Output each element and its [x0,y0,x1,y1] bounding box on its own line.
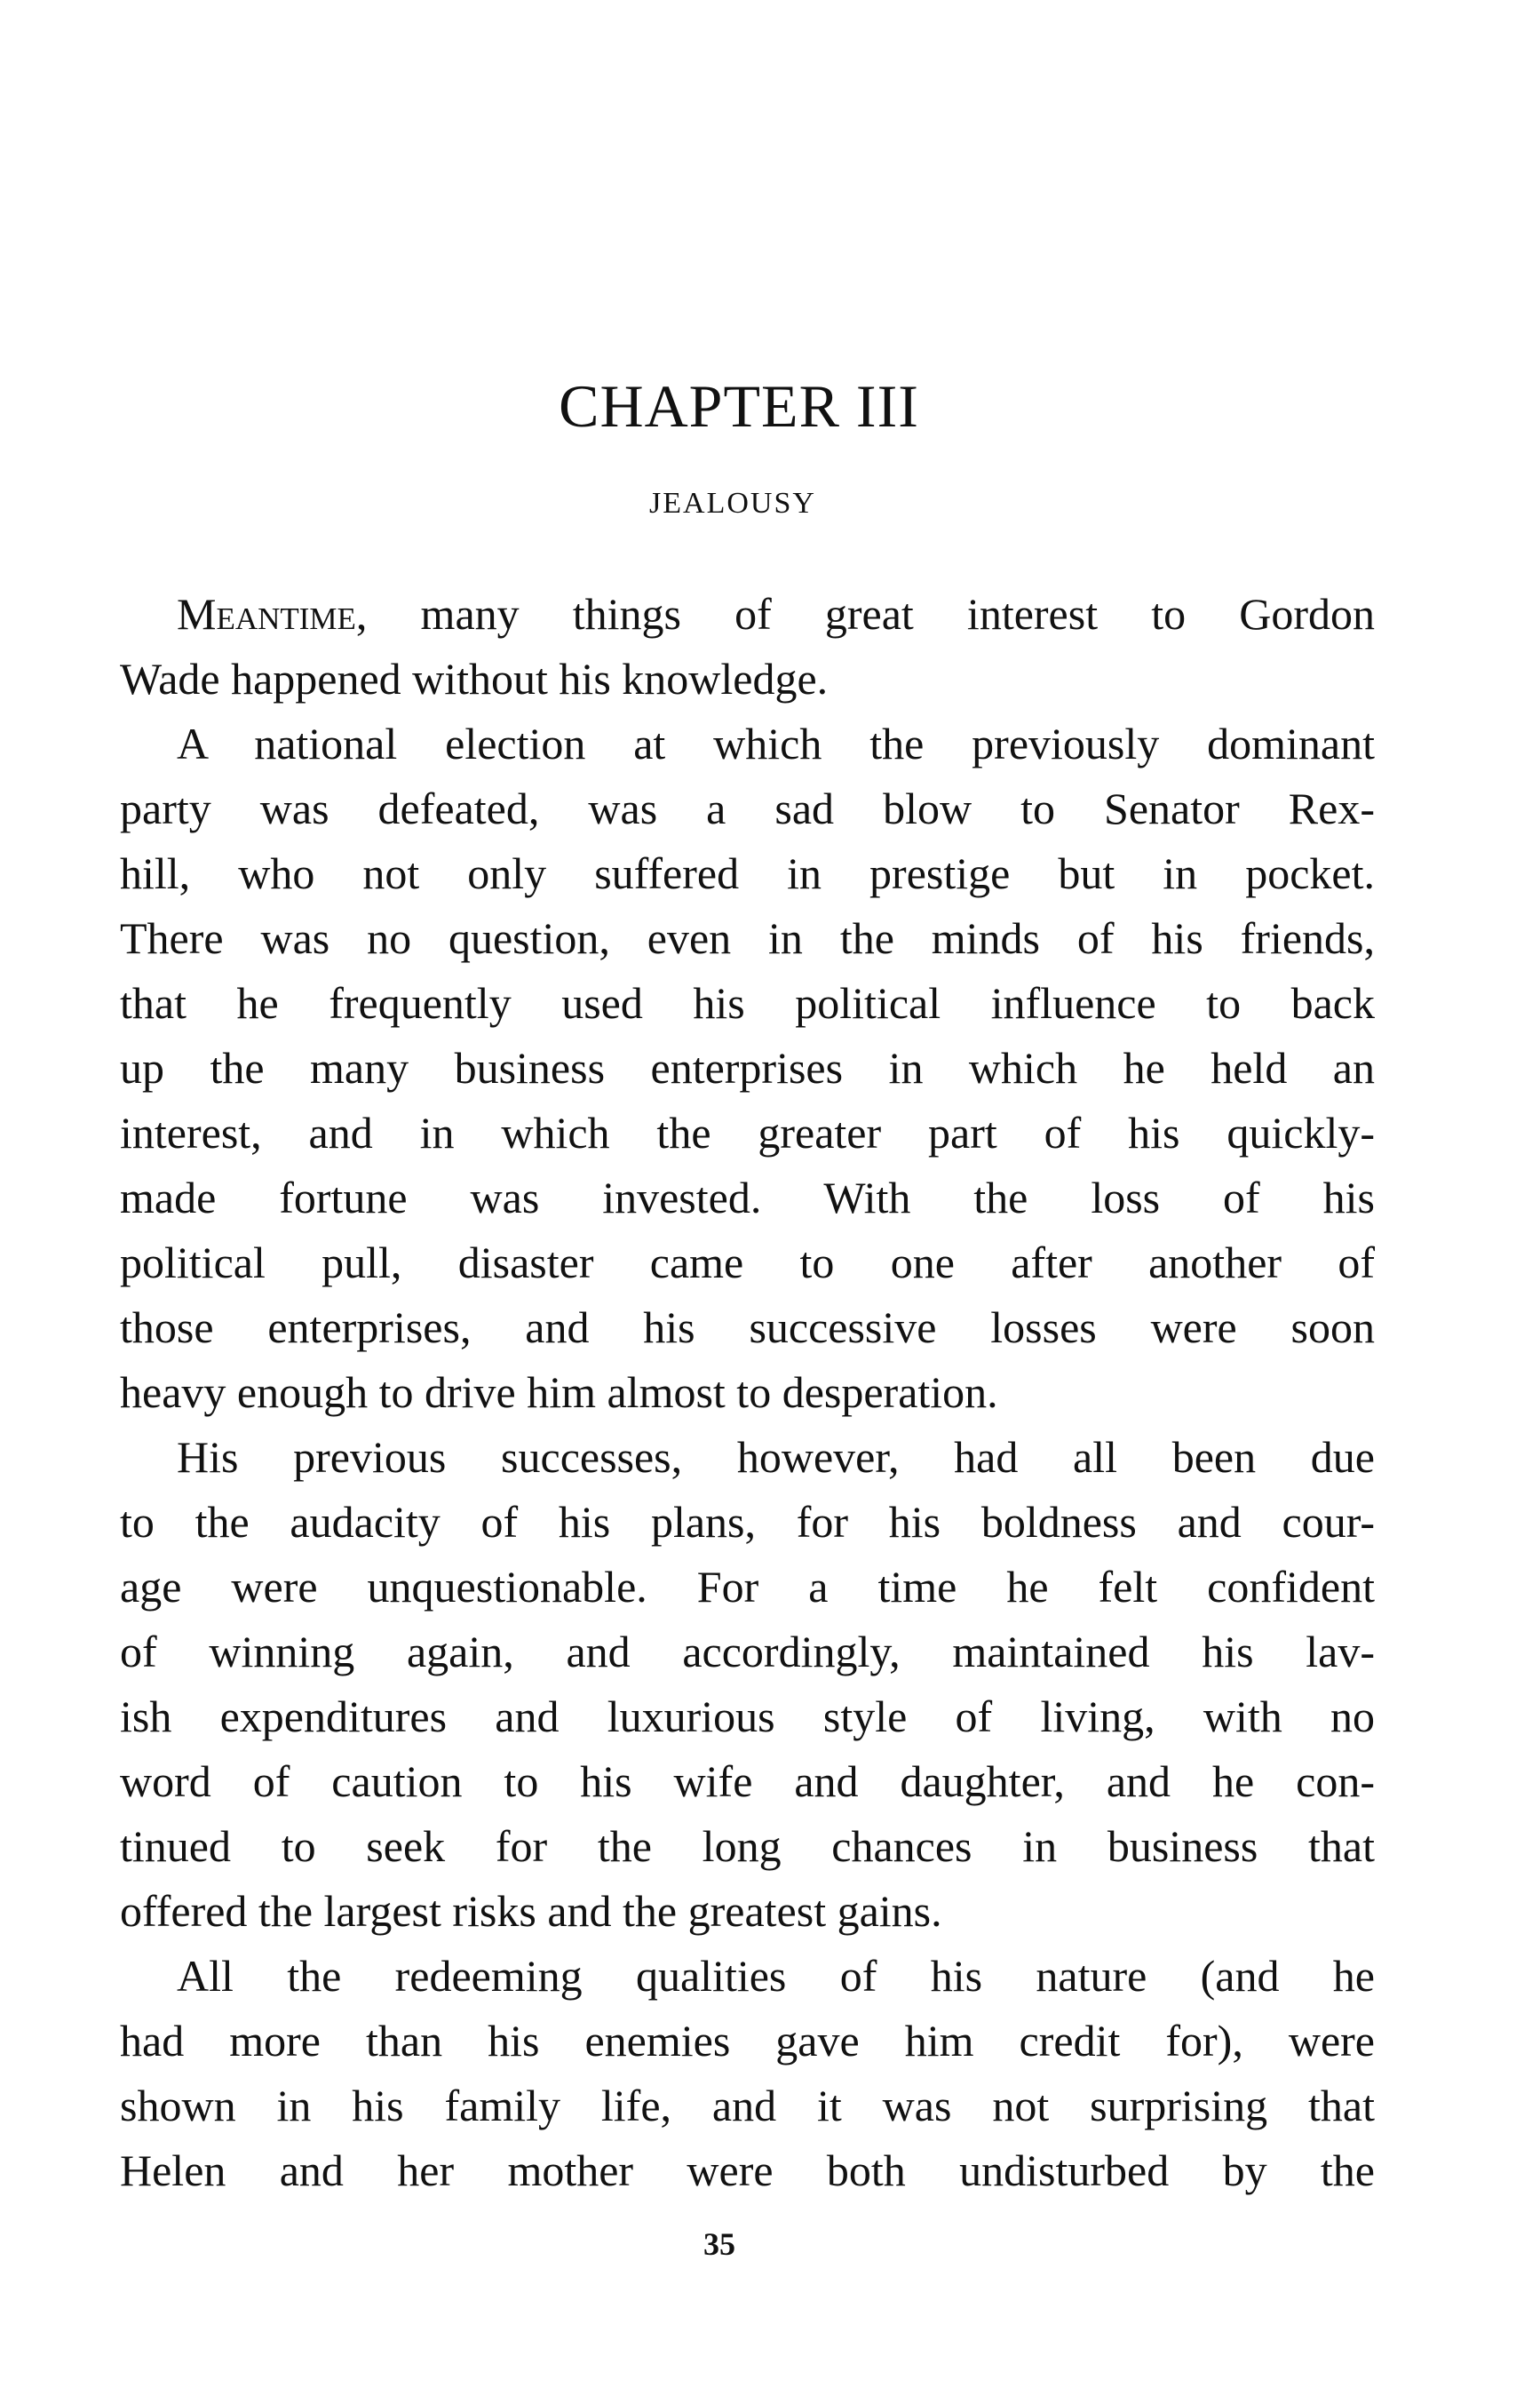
text-line [120,1295,1375,1360]
line-text: age were unquestionable. For a time he felt confident [120,1562,1375,1612]
line-text: of winning again, and accordingly, maintained his lav- [120,1627,1375,1676]
paragraph [120,712,1375,1425]
line-text: tinued to seek for the long chances in business that [120,1821,1375,1871]
line-text: to the audacity of his plans, for his boldness and cour- [120,1497,1375,1547]
text-line [120,2074,1375,2138]
chapter-title: CHAPTER III [559,372,919,440]
line-text: made fortune was invested. With the loss of his [120,1173,1375,1222]
line-text: Helen and her mother were both undisturbed by the [120,2145,1375,2195]
line-text: A national election at which the previously dominant [177,719,1375,768]
line-text: heavy enough to drive him almost to desperation. [120,1367,998,1417]
text-line [120,2009,1375,2074]
text-line [120,1814,1375,1879]
text-line [120,1749,1375,1814]
text-line [120,1620,1375,1684]
text-line [120,1425,1375,1490]
text-line [120,1230,1375,1295]
text-line [120,841,1375,906]
line-text: hill, who not only suffered in prestige but in pocket. [120,848,1375,898]
text-line [120,971,1375,1036]
line-text: had more than his enemies gave him credit for), were [120,2016,1375,2066]
text-line [120,647,1375,712]
body-text [120,582,1375,2203]
text-line [120,1684,1375,1749]
text-line [120,1944,1375,2009]
paragraph [120,582,1375,712]
line-text: ish expenditures and luxurious style of living, with no [120,1692,1375,1741]
text-line [120,1101,1375,1166]
paragraph [120,1944,1375,2203]
line-text: word of caution to his wife and daughter, and he con- [120,1756,1375,1806]
line-text: His previous successes, however, had all been due [177,1432,1375,1482]
line-text: offered the largest risks and the greatest gains. [120,1886,942,1936]
text-line [120,1490,1375,1555]
line-text: those enterprises, and his successive losses were soon [120,1302,1375,1352]
text-line [120,1555,1375,1620]
lead-word: Meantime, [177,589,368,639]
text-line [120,1360,1375,1425]
line-text: political pull, disaster came to one after another of [120,1238,1375,1287]
text-line [120,2138,1375,2203]
line-text: up the many business enterprises in which he held an [120,1043,1375,1093]
line-text: many things of great interest to Gordon [367,589,1375,639]
text-line [120,776,1375,841]
line-text: Wade happened without his knowledge. [120,654,829,704]
text-line [120,906,1375,971]
line-text: interest, and in which the greater part of his quickly- [120,1108,1375,1158]
line-text: party was defeated, was a sad blow to Senator Rex- [120,784,1375,833]
paragraph [120,1425,1375,1944]
line-text: that he frequently used his political influence to back [120,978,1375,1028]
line-text: All the redeeming qualities of his nature (and he [177,1951,1375,2001]
line-text: There was no question, even in the minds of his friends, [120,913,1375,963]
text-line [120,582,1375,647]
chapter-subtitle: JEALOUSY [649,487,816,520]
text-line [120,712,1375,776]
text-line [120,1166,1375,1230]
text-line [120,1036,1375,1101]
page-number: 35 [703,2226,735,2262]
line-text: shown in his family life, and it was not surprising that [120,2081,1375,2130]
text-line [120,1879,1375,1944]
